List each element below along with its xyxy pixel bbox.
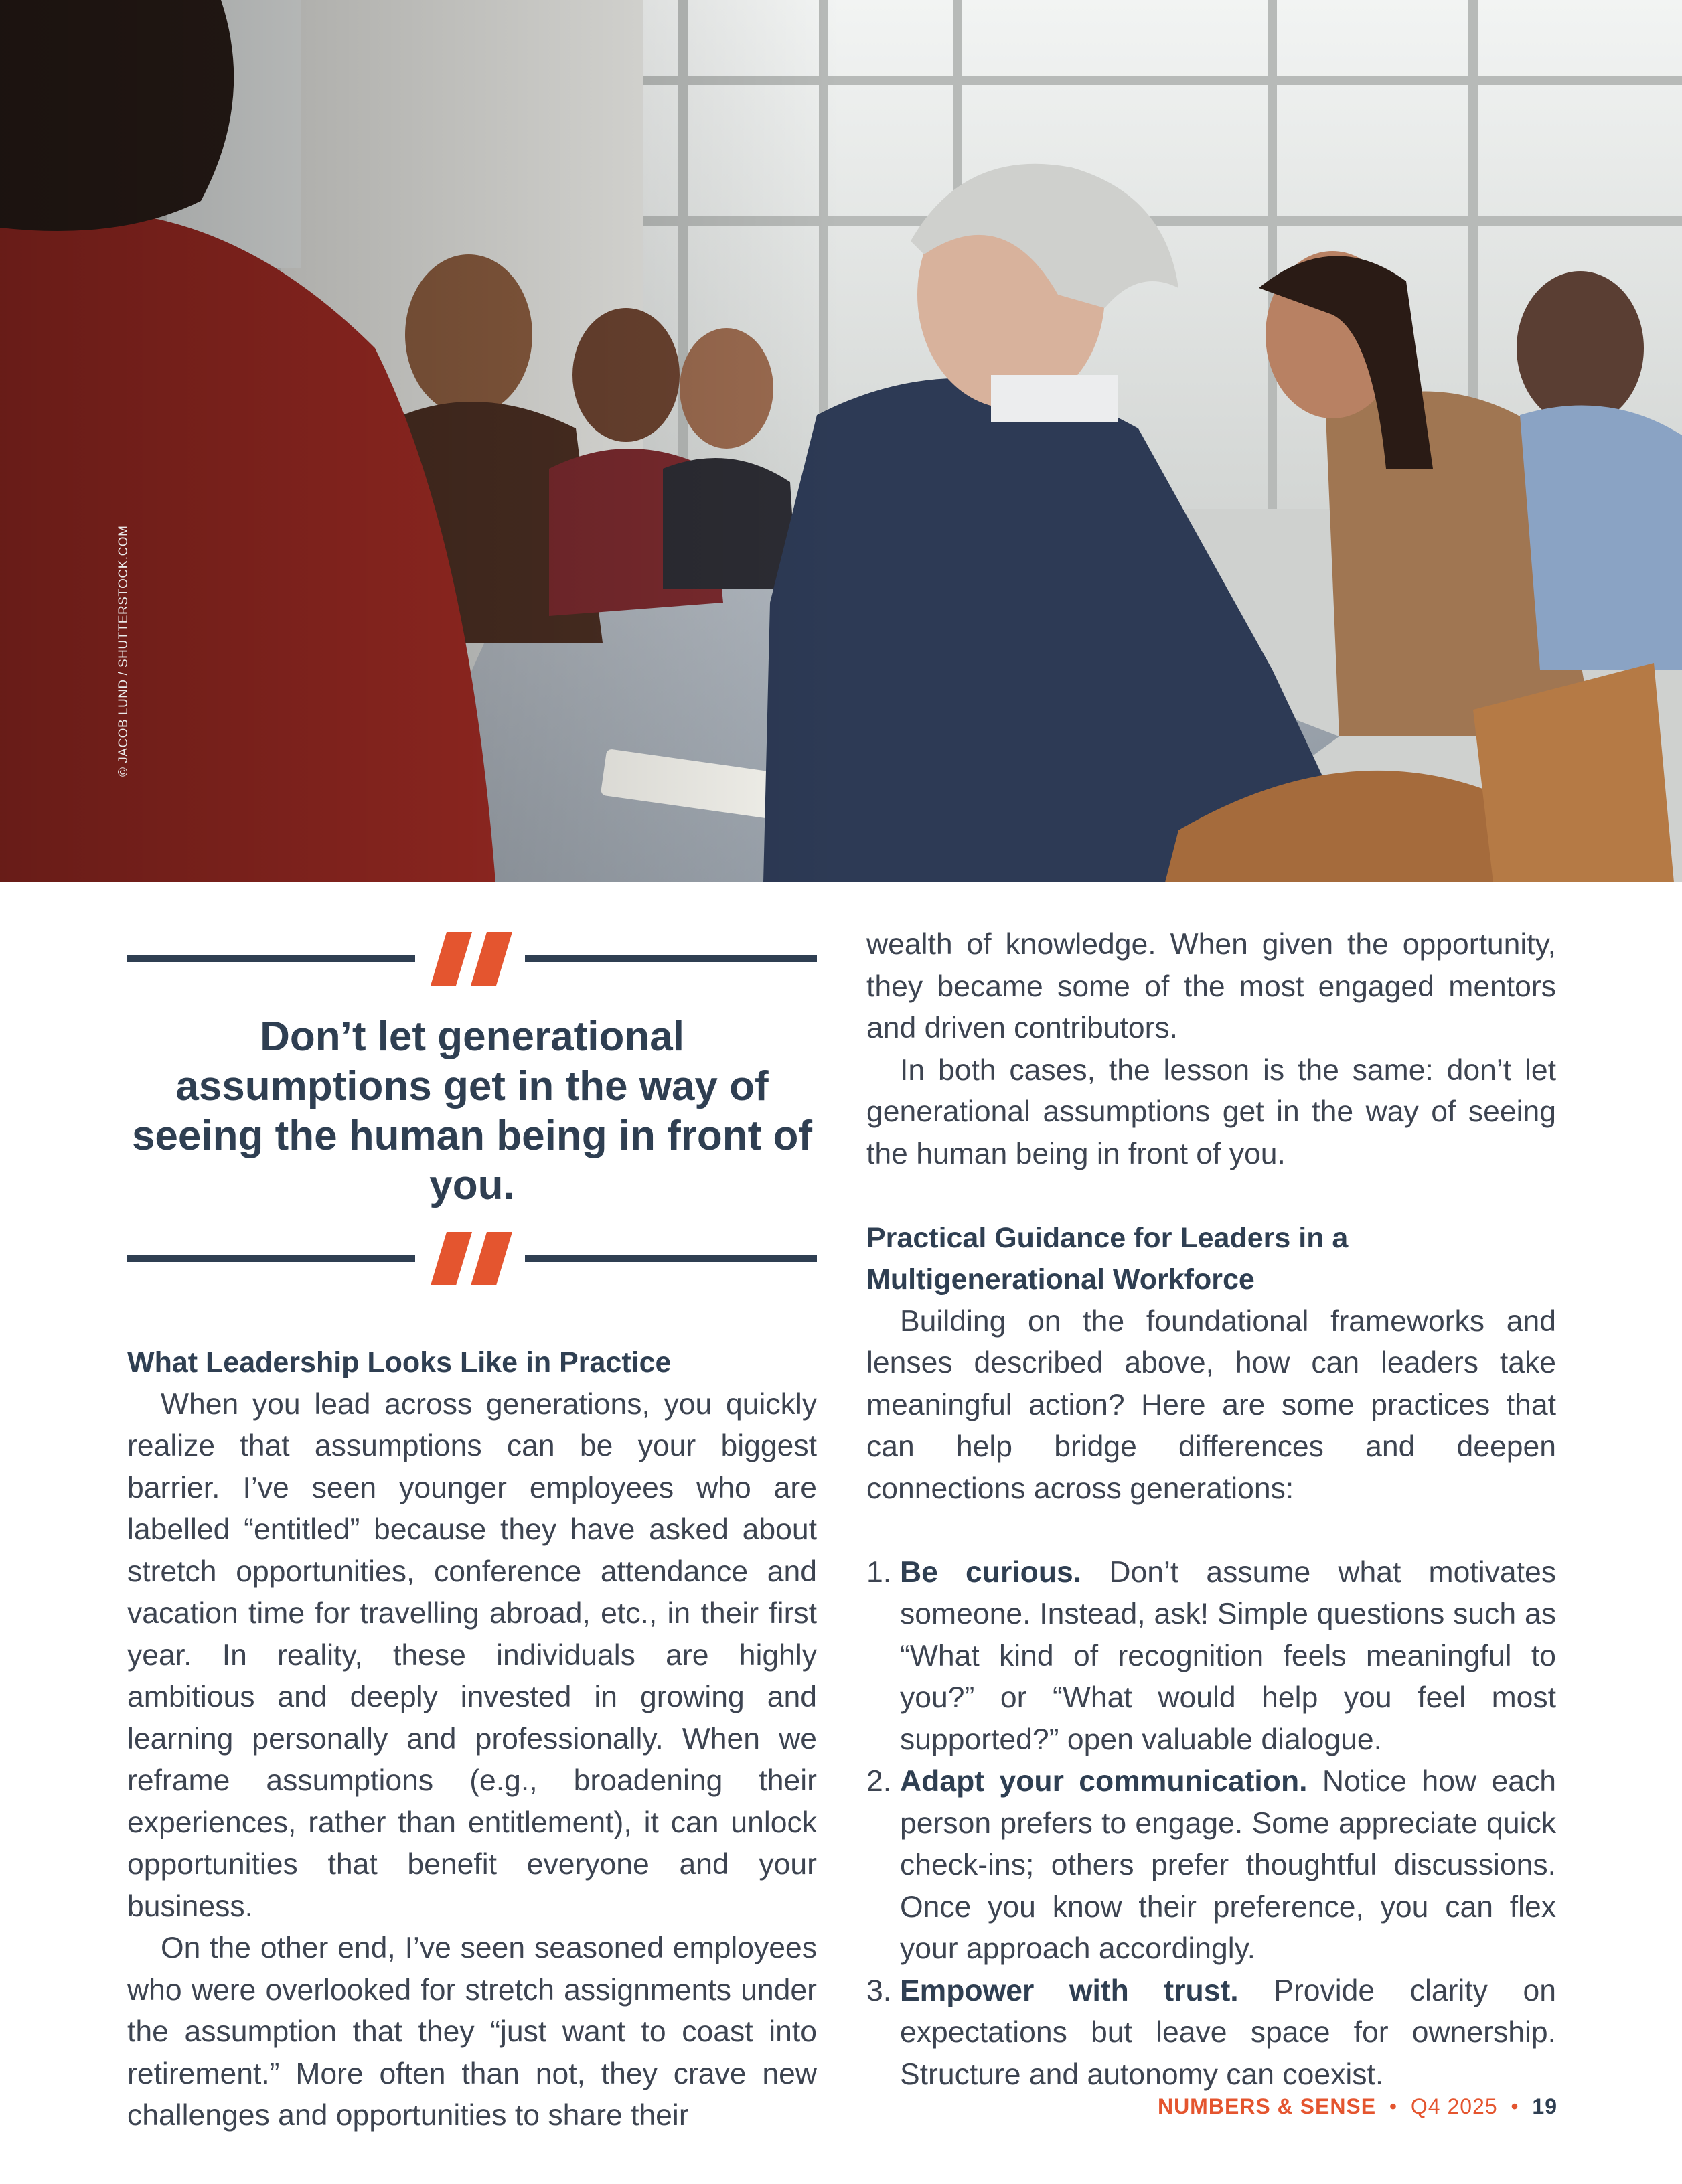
meeting-photo-icon bbox=[0, 0, 1682, 882]
list-item-text: Provide clarity on expectations but leave space for ownership. Structure and autonomy can coexist. bbox=[900, 1974, 1557, 2091]
body-paragraph: Building on the foundational frameworks and lenses described above, how can leaders take meaningful action? Here are some practices that can help bridge differences and deepen connections across generations: bbox=[866, 1304, 1556, 1505]
section-heading-guidance: Practical Guidance for Leaders in a Multigenerational Workforce bbox=[866, 1221, 1349, 1296]
body-paragraph: In both cases, the lesson is the same: don’t let generational assumptions get in the way of seeing the human being in front of you. bbox=[866, 1053, 1556, 1170]
list-item-title: Adapt your communication. bbox=[900, 1765, 1308, 1798]
quote-rule-bottom-right bbox=[525, 1255, 817, 1262]
quote-mark-icon bbox=[431, 932, 518, 986]
issue-label: Q4 2025 bbox=[1410, 2094, 1498, 2118]
practices-list bbox=[866, 1552, 1556, 2096]
quote-rule-bottom-left bbox=[127, 1255, 415, 1262]
publication-name: NUMBERS & SENSE bbox=[1157, 2094, 1377, 2118]
list-item-title: Empower with trust. bbox=[900, 1974, 1239, 2007]
list-number: 1. bbox=[866, 1555, 892, 1589]
list-item bbox=[866, 1970, 1556, 2096]
photo-credit: © JACOB LUND / SHUTTERSTOCK.COM bbox=[117, 525, 131, 777]
footer-bullet: • bbox=[1511, 2094, 1519, 2118]
list-item bbox=[866, 1761, 1556, 1970]
body-paragraph: On the other end, I’ve seen seasoned employees who were overlooked for stretch assignments under the assumption that they “just want to coast into retirement.” More often than not, they crave new challenges and opportunities to share their bbox=[127, 1932, 817, 2132]
spacer bbox=[866, 1510, 1556, 1552]
quote-mark-icon bbox=[431, 1232, 518, 1285]
list-item-text: Notice how each person prefers to engage. Some appreciate quick check-ins; others prefer thoughtful discussions. Once you know their preference, you can flex your approach accordingly. bbox=[900, 1765, 1556, 1965]
footer-bullet: • bbox=[1389, 2094, 1398, 2118]
list-item bbox=[866, 1552, 1556, 1762]
spacer bbox=[866, 1175, 1556, 1217]
left-column bbox=[127, 1342, 817, 2137]
page-footer bbox=[1158, 2094, 1557, 2119]
page-number: 19 bbox=[1532, 2094, 1557, 2118]
header-photo bbox=[0, 0, 1682, 882]
list-item-title: Be curious. bbox=[900, 1555, 1082, 1589]
list-number: 3. bbox=[866, 1974, 892, 2007]
list-number: 2. bbox=[866, 1765, 892, 1798]
quote-rule-top-right bbox=[525, 955, 817, 962]
pull-quote-text: Don’t let generational assumptions get in the way of seeing the human being in front of you. bbox=[131, 1014, 813, 1208]
section-heading-leadership: What Leadership Looks Like in Practice bbox=[127, 1346, 672, 1379]
right-column bbox=[866, 924, 1556, 2096]
body-paragraph: When you lead across generations, you quickly realize that assumptions can be your biggest barrier. I’ve seen younger employees who are labelled “entitled” because they have asked about stretch opportunities, conference attendance and vacation time for travelling abroad, etc., in their first year. In reality, these individuals are highly ambitious and deeply invested in growing and learning personally and professionally. When we reframe assumptions (e.g., broadening their experiences, rather than entitlement), it can unlock opportunities that benefit everyone and your business. bbox=[127, 1387, 817, 1923]
quote-rule-top-left bbox=[127, 955, 415, 962]
list-item-text: Don’t assume what motivates someone. Instead, ask! Simple questions such as “What kind of recognition feels meaningful to you?” or “What would help you feel most supported?” open valuable dialogue. bbox=[900, 1555, 1556, 1756]
body-paragraph-continued: wealth of knowledge. When given the opportunity, they became some of the most engaged mentors and driven contributors. bbox=[866, 928, 1556, 1044]
